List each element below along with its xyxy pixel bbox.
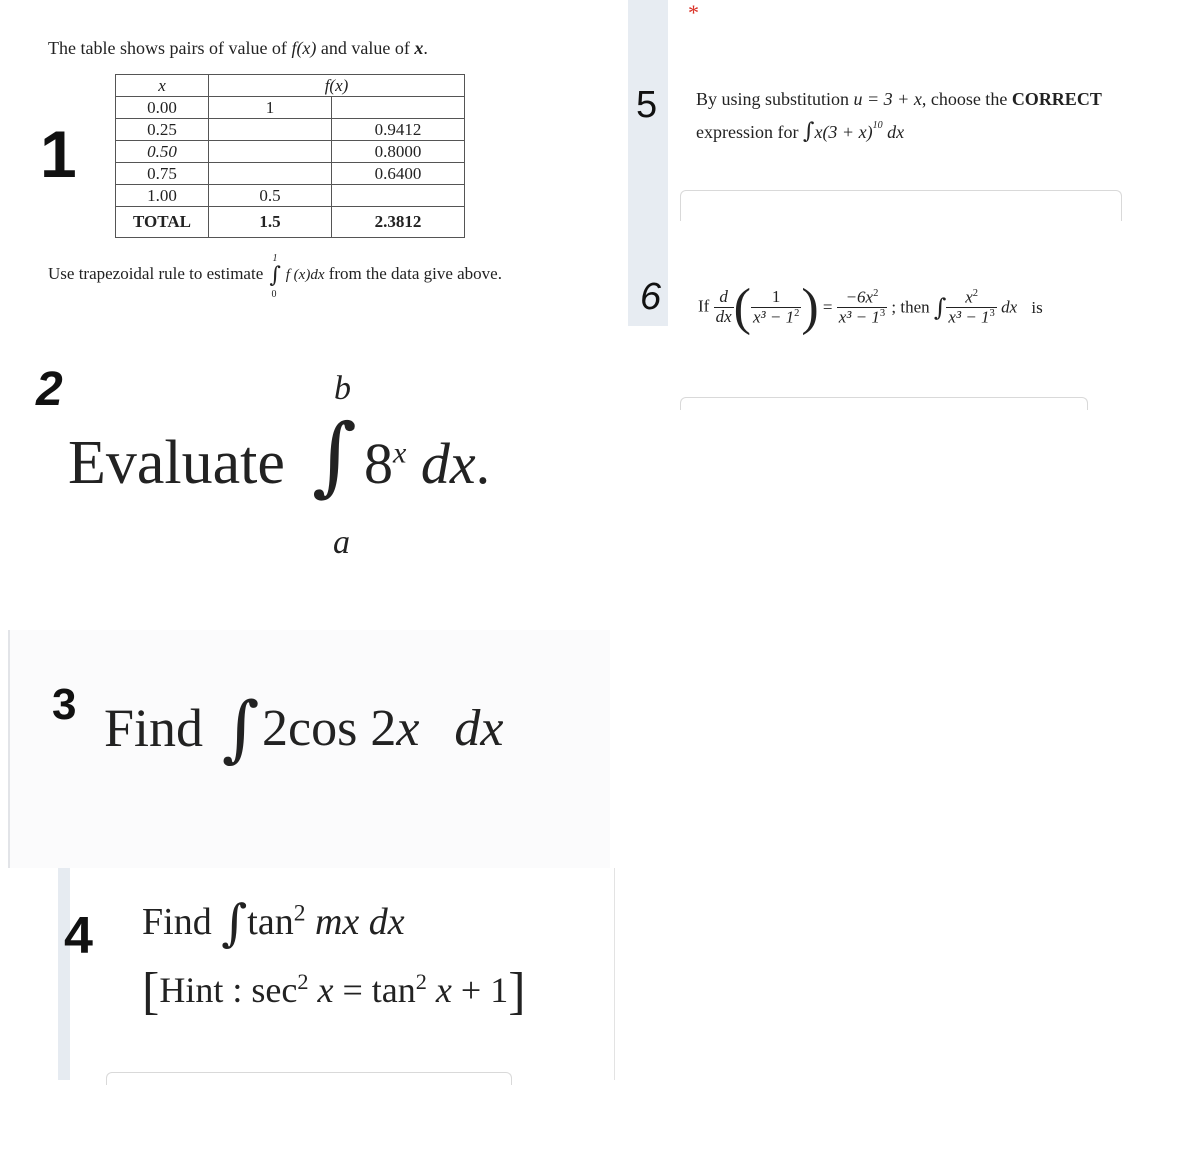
table-row bbox=[116, 163, 465, 185]
table-cell: 2.3812 bbox=[332, 207, 465, 238]
q6-answer-field[interactable] bbox=[680, 397, 1088, 410]
q1-intro-text: The table shows pairs of value of f(x) and value of x. bbox=[48, 38, 428, 58]
q5-line1: By using substitution u = 3 + x, choose the CORRECT bbox=[696, 89, 1102, 109]
q2-integrand: 8$^x$ dx. bbox=[364, 431, 491, 496]
table-cell bbox=[332, 185, 465, 207]
table-cell: 0.25 bbox=[116, 119, 209, 141]
question-number-2: 2 bbox=[36, 363, 63, 416]
table-header-x: x bbox=[116, 75, 209, 97]
integral-sign: ∫ bbox=[269, 263, 281, 289]
q3-integrand: 2cos 2x dx bbox=[262, 700, 504, 757]
table-cell: 1.5 bbox=[209, 207, 332, 238]
integral-upper-limit: 1 bbox=[272, 253, 278, 265]
question-number-6: 6 bbox=[640, 276, 662, 318]
table-cell bbox=[332, 97, 465, 119]
table-cell: 1.00 bbox=[116, 185, 209, 207]
q4-hint: [Hint : $\sec^2 x = \tan^2 x + 1$] bbox=[142, 963, 526, 1020]
table-cell bbox=[209, 141, 332, 163]
integral-sign: ∫ bbox=[312, 406, 357, 506]
table-cell bbox=[209, 119, 332, 141]
q1-integrand: f (x)dx bbox=[285, 267, 325, 283]
q2-upper-limit: b bbox=[334, 370, 351, 407]
integral-lower-limit: 0 bbox=[271, 289, 277, 301]
q4-find-line: Find $\int\tan^2$ mx dx bbox=[142, 894, 405, 952]
question-number-4: 4 bbox=[64, 907, 93, 965]
q3-find-word: Find bbox=[104, 698, 204, 758]
table-row bbox=[116, 97, 465, 119]
table-cell: 0.75 bbox=[116, 163, 209, 185]
table-cell: 1 bbox=[209, 97, 332, 119]
q5-answer-field[interactable] bbox=[680, 190, 1122, 221]
table-cell: 0.6400 bbox=[332, 163, 465, 185]
q1-instruction-text: Use trapezoidal rule to estimate 1 ∫ 0 f (x)dx from the data give above. bbox=[48, 253, 502, 301]
question-number-1: 1 bbox=[40, 117, 77, 191]
table-cell: TOTAL bbox=[116, 207, 209, 238]
table-row bbox=[116, 141, 465, 163]
q2-lower-limit: a bbox=[333, 524, 350, 561]
integral-sign: ∫ bbox=[221, 894, 248, 952]
q2-evaluate-word: Evaluate bbox=[68, 429, 285, 497]
table-row bbox=[116, 119, 465, 141]
q4-answer-field[interactable] bbox=[106, 1072, 512, 1085]
table-cell: 0.00 bbox=[116, 97, 209, 119]
question-number-5: 5 bbox=[636, 84, 658, 126]
table-cell: 0.5 bbox=[209, 185, 332, 207]
table-header-row bbox=[116, 75, 465, 97]
table-cell: 0.9412 bbox=[332, 119, 465, 141]
table-cell bbox=[209, 163, 332, 185]
q6-expression: If $\frac{d}{dx}$ ( $\frac{1}{x^3 - 1^2}$ ) = $\frac{-6x^2}{x^3 - 1^3}$ ; then ∫ $\frac{x^2}{x^3 - 1^3}$ dx is bbox=[698, 279, 1043, 336]
required-asterisk: * bbox=[688, 0, 699, 25]
question-number-3: 3 bbox=[52, 680, 77, 729]
table-total-row bbox=[116, 207, 465, 238]
table-row bbox=[116, 185, 465, 207]
integral-sign: ∫ bbox=[802, 119, 815, 144]
integral-sign: ∫ bbox=[222, 686, 260, 770]
integral-sign: ∫ bbox=[933, 293, 947, 322]
table-cell: 0.8000 bbox=[332, 141, 465, 163]
q1-data-table bbox=[115, 74, 465, 238]
table-cell: 0.50 bbox=[116, 141, 209, 163]
q5-line2: expression for $\int x(3 + x)^{10}$ dx bbox=[696, 119, 905, 144]
table-header-fx: f(x) bbox=[209, 75, 465, 97]
